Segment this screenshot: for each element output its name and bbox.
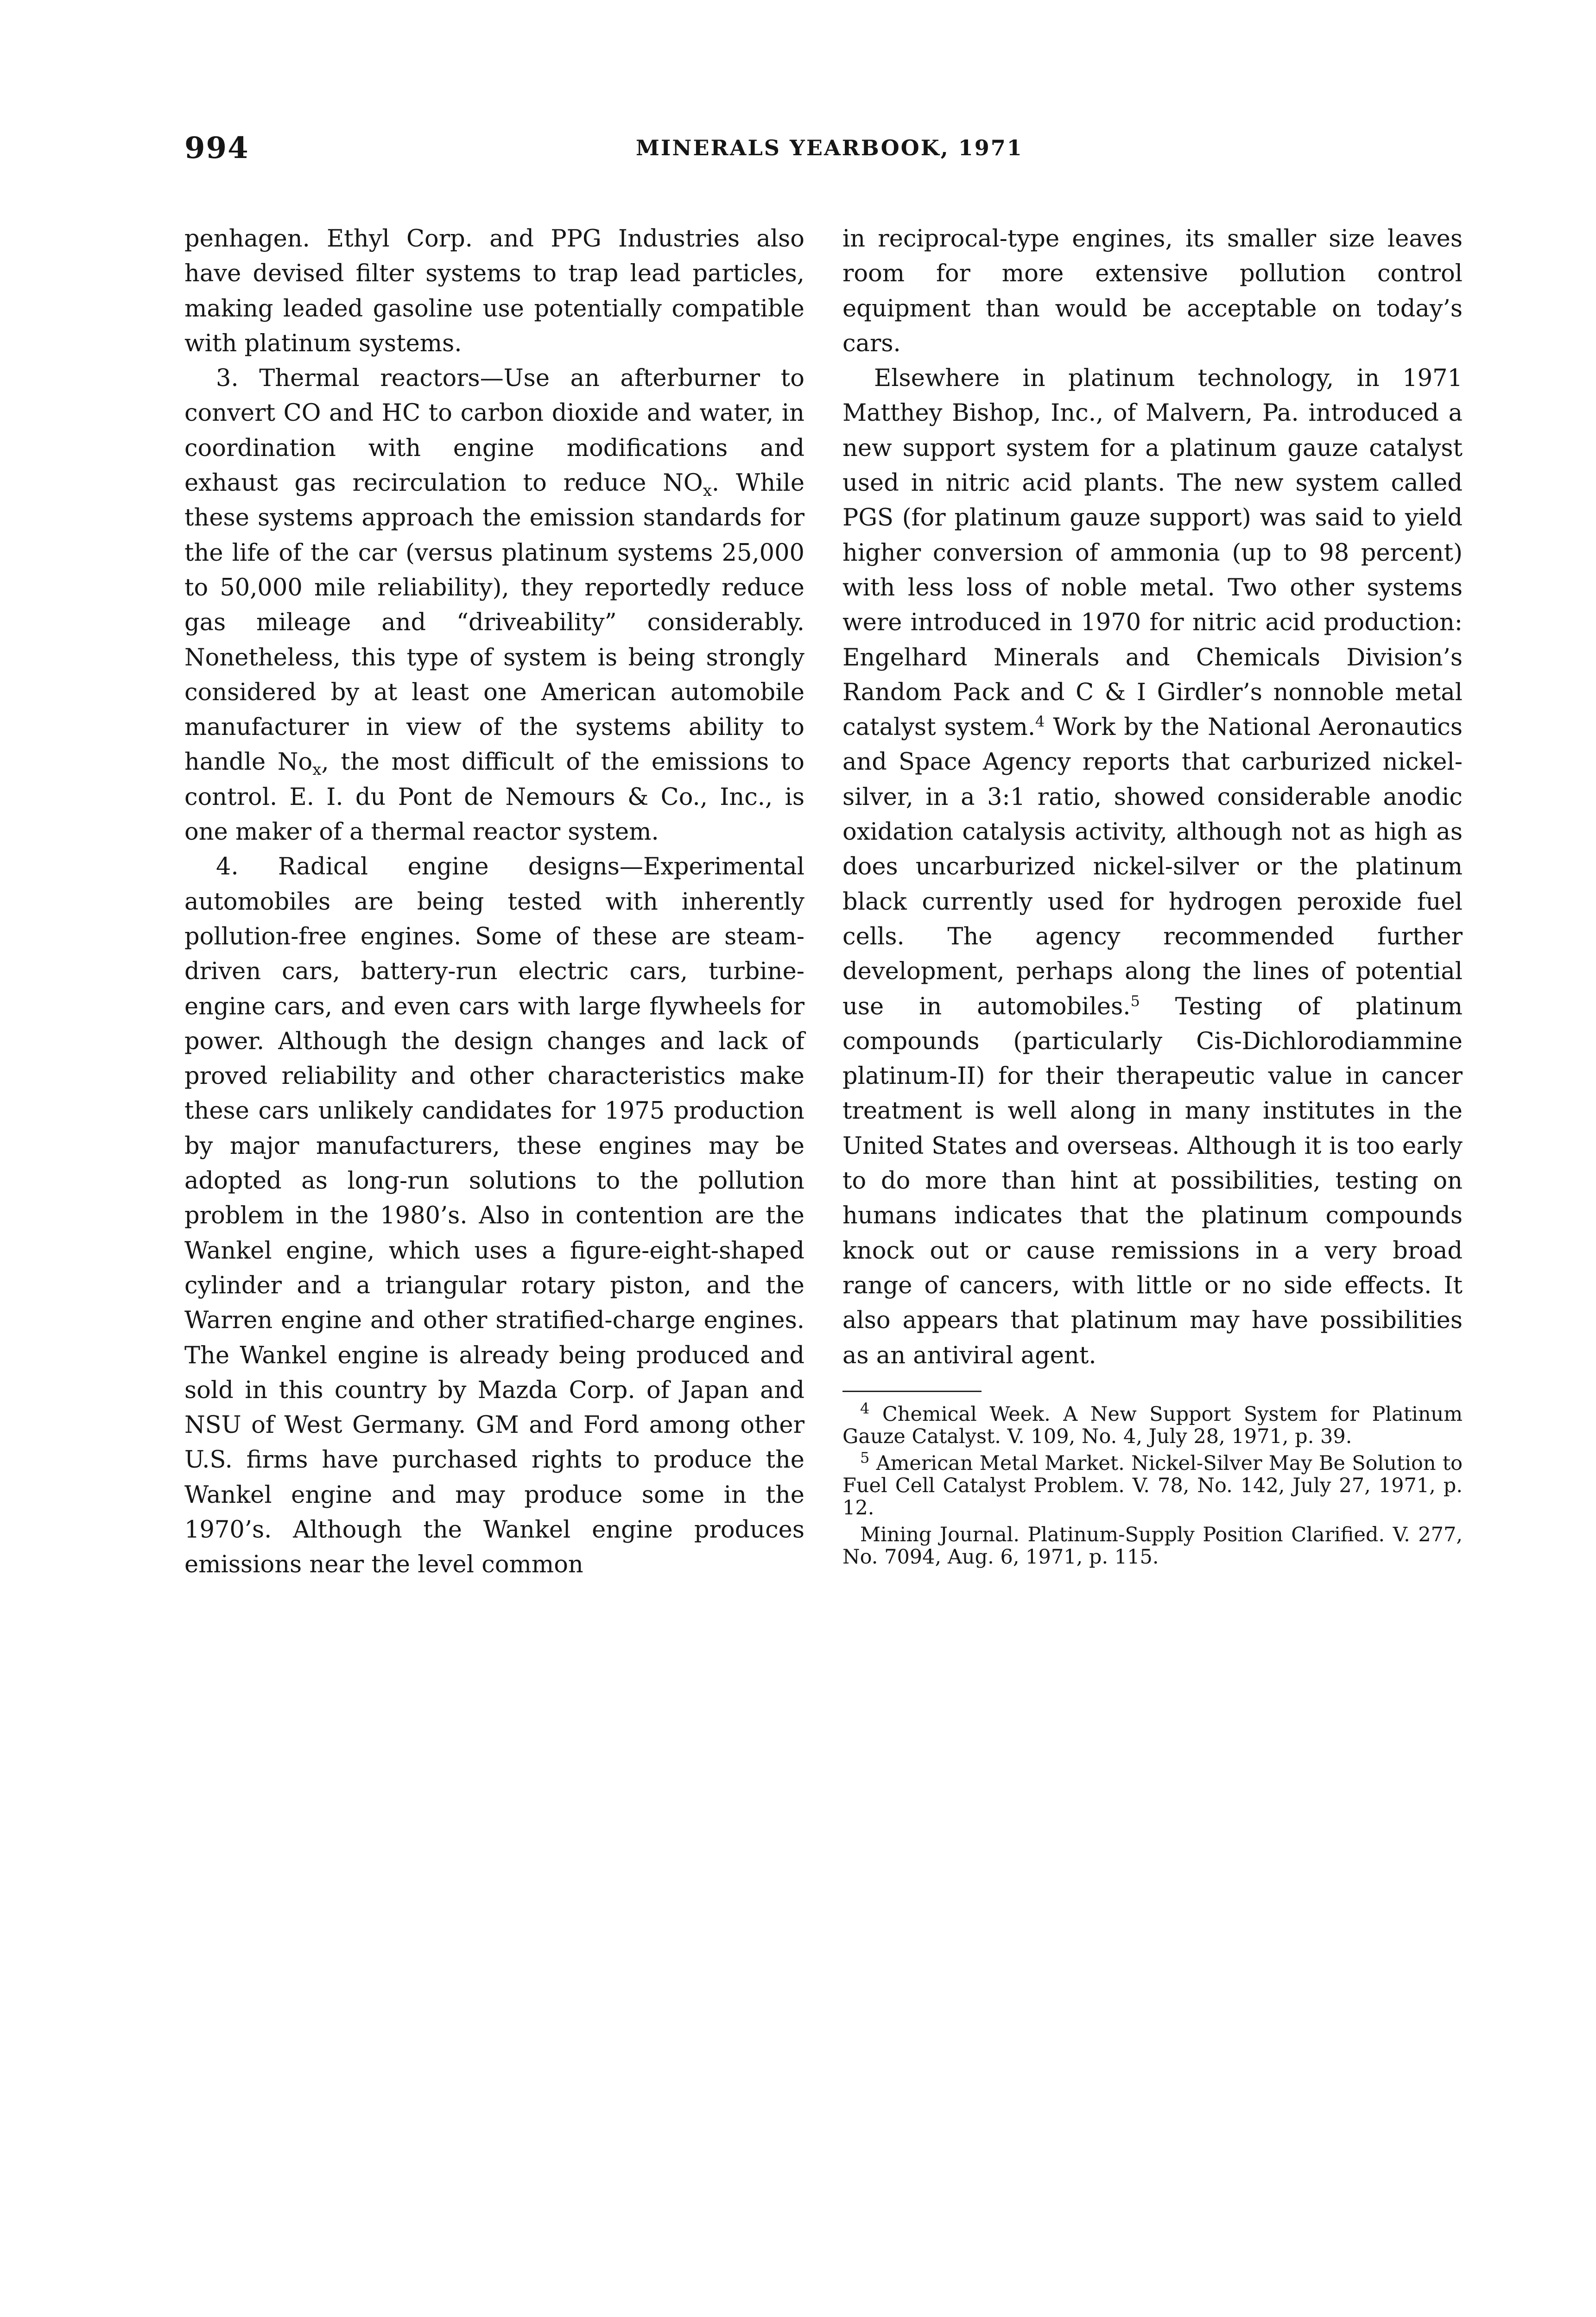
subscript: x	[312, 760, 322, 779]
footnote	[842, 1449, 1463, 1519]
paragraph-text: Work by the National Aeronautics and Space Agency reports that carburized nickel-silver, in a 3:1 ratio, showed considerable anodic oxidation catalysis activity, although not as high as does uncarburized nickel-silver or the platinum black currently used for hydrogen peroxide fuel cells. The agency recommended further development, perhaps along the lines of potential use in automobiles.	[842, 714, 1463, 1020]
footnotes	[842, 1399, 1463, 1569]
paragraph-text: Testing of platinum compounds (particularly Cis-Dichlorodiammine platinum-II) for their therapeutic value in cancer treatment is well along in many institutes in the United States and overseas. Although it is too early to do more than hint at possibilities, testing on humans indicates that the platinum compounds knock out or cause remissions in a very broad range of cancers, with little or no side effects. It also appears that platinum may have possibilities as an antiviral agent.	[842, 993, 1463, 1369]
paragraph: penhagen. Ethyl Corp. and PPG Industries also have devised filter systems to trap lead particles, making leaded gasoline use potentially compatible with platinum systems.	[184, 225, 804, 357]
paragraph-text: , the most difficult of the emissions to control. E. I. du Pont de Nemours & Co., Inc., is one maker of a thermal reactor system.	[184, 748, 804, 846]
paragraph-text: Elsewhere in platinum technology, in 1971 Matthey Bishop, Inc., of Malvern, Pa. introduced a new support system for a platinum gauze catalyst used in nitric acid plants. The new system called PGS (for platinum gauze support) was said to yield higher conversion of ammonia (up to 98 percent) with less loss of noble metal. Two other systems were introduced in 1970 for nitric acid production: Engelhard Minerals and Chemicals Division’s Random Pack and C & I Girdler’s nonnoble metal catalyst system.	[842, 365, 1463, 741]
left-column	[184, 222, 804, 1583]
footnote-mark: 4	[860, 1399, 870, 1418]
footnote-ref: 5	[1130, 992, 1140, 1010]
right-column	[842, 222, 1463, 1573]
paragraph	[842, 361, 1463, 1373]
footnote-text: Mining Journal. Platinum-Supply Position Clarified. V. 277, No. 7094, Aug. 6, 1971, p. 115.	[842, 1523, 1463, 1569]
subscript: x	[703, 481, 712, 500]
paragraph-text: . While these systems approach the emission standards for the life of the car (versus platinum systems 25,000 to 50,000 mile reliability), they reportedly reduce gas mileage and “driveability” considerably. Nonetheless, this type of system is being strongly considered by at least one American automobile manufacturer in view of the systems ability to handle No	[184, 469, 804, 776]
footnote	[842, 1524, 1463, 1568]
footnote	[842, 1399, 1463, 1448]
footnote-text: Chemical Week. A New Support System for Platinum Gauze Catalyst. V. 109, No. 4, July 28, 1971, p. 39.	[842, 1402, 1463, 1448]
footnote-divider	[842, 1391, 982, 1392]
paragraph	[184, 361, 804, 849]
paragraph: 4. Radical engine designs—Experimental automobiles are being tested with inherently pollution-free engines. Some of these are steam-driven cars, battery-run electric cars, turbine-engine cars, and even cars with large flywheels for power. Although the design changes and lack of proved reliability and other characteristics make these cars unlikely candidates for 1975 production by major manufacturers, these engines may be adopted as long-run solutions to the pollution problem in the 1980’s. Also in contention are the Wankel engine, which uses a figure-eight-shaped cylinder and a triangular rotary piston, and the Warren engine and other stratified-charge engines. The Wankel engine is already being produced and sold in this country by Mazda Corp. of Japan and NSU of West Germany. GM and Ford among other U.S. firms have purchased rights to produce the Wankel engine and may produce some in the 1970’s. Although the Wankel engine produces emissions near the level common	[184, 853, 804, 1579]
footnote-ref: 4	[1035, 713, 1045, 731]
footnote-mark: 5	[860, 1449, 870, 1467]
paragraph: in reciprocal-type engines, its smaller size leaves room for more extensive pollution control equipment than would be acceptable on today’s cars.	[842, 225, 1463, 357]
footnote-text: American Metal Market. Nickel-Silver May Be Solution to Fuel Cell Catalyst Problem. V. 78, No. 142, July 27, 1971, p. 12.	[842, 1451, 1463, 1519]
paragraph-text: 3. Thermal reactors—Use an afterburner to convert CO and HC to carbon dioxide and water, in coordination with engine modifications and exhaust gas recirculation to reduce NO	[184, 365, 804, 497]
running-head: MINERALS YEARBOOK, 1971	[636, 135, 1023, 160]
page-number: 994	[184, 131, 249, 165]
